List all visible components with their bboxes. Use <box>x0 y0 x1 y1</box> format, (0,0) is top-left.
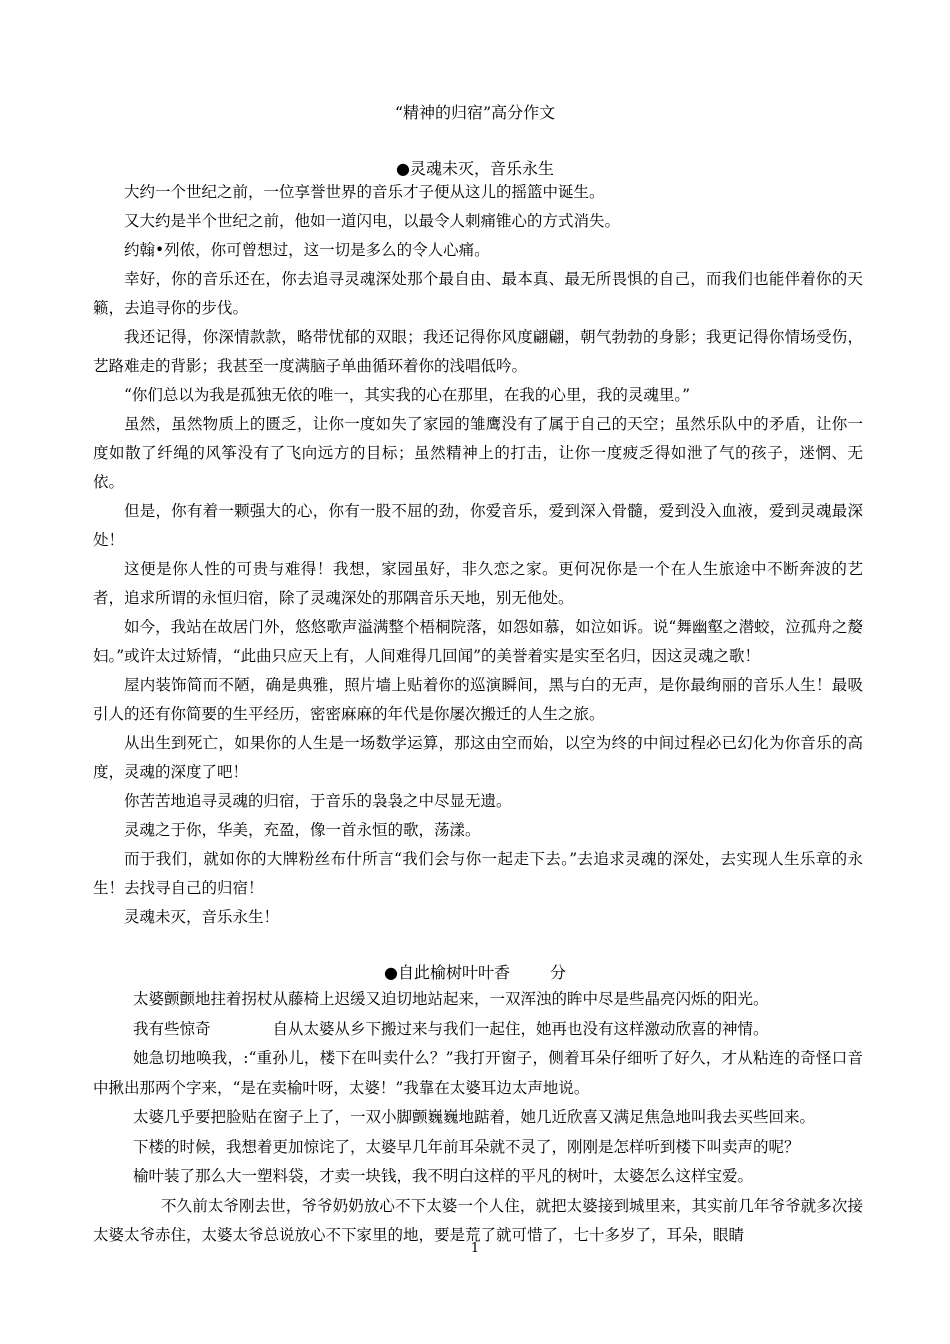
section-1-body <box>93 178 863 932</box>
paragraph: 又大约是半个世纪之前，他如一道闪电，以最令人刺痛锥心的方式消失。 <box>124 212 621 230</box>
paragraph: 太婆几乎要把脸贴在窗子上了，一双小脚颤巍巍地踮着，她几近欣喜又满足焦急地叫我去买些回来。 <box>133 1108 816 1126</box>
paragraph-part: 我有些惊奇 <box>133 1019 211 1038</box>
paragraph: 从出生到死亡，如果你的人生是一场数学运算，那这由空而始，以空为终的中间过程必已幻化为你音乐的高度，灵魂的深度了吧！ <box>93 734 863 781</box>
paragraph: 灵魂未灭，音乐永生！ <box>124 908 280 926</box>
paragraph: 大约一个世纪之前，一位享誉世界的音乐才子便从这儿的摇篮中诞生。 <box>124 183 605 201</box>
paragraph: 但是，你有着一颗强大的心，你有一股不屈的劲，你爱音乐，爱到深入骨髓，爱到没入血液，爱到灵魂最深处！ <box>93 502 863 549</box>
section-heading-1: ●灵魂未灭，音乐永生 <box>396 159 554 178</box>
paragraph: 你苦苦地追寻灵魂的归宿，于音乐的袅袅之中尽显无遗。 <box>124 792 512 810</box>
paragraph: 不久前太爷刚去世，爷爷奶奶放心不下太婆一个人住，就把太婆接到城里来，其实前几年爷爷就多次接太婆太爷赤住，太婆太爷总说放心不下家里的地，要是荒了就可惜了，七十多岁了，耳朵，眼睛 <box>93 1196 863 1244</box>
paragraph: 我还记得，你深情款款，略带忧郁的双眼；我还记得你风度翩翩，朝气勃勃的身影；我更记得你情场受伤，艺路难走的背影；我甚至一度满脑子单曲循环着你的浅唱低吟。 <box>93 328 863 375</box>
paragraph-part: 自从太婆从乡下搬过来与我们一起住，她再也没有这样激动欣喜的神情。 <box>272 1019 769 1038</box>
document-title: “精神的归宿”高分作文 <box>394 103 556 122</box>
paragraph: 约翰•列侬，你可曾想过，这一切是多么的令人心痛。 <box>124 241 490 259</box>
paragraph <box>93 1015 863 1045</box>
paragraph: 太婆颤颤地拄着拐杖从藤椅上迟缓又迫切地站起来，一双浑浊的眸中尽是些晶亮闪烁的阳光。 <box>133 990 769 1008</box>
paragraph: “你们总以为我是孤独无依的唯一，其实我的心在那里，在我的心里，我的灵魂里。” <box>124 386 691 404</box>
paragraph: 虽然，虽然物质上的匮乏，让你一度如失了家园的雏鹰没有了属于自己的天空；虽然乐队中的矛盾，让你一度如散了纤绳的风筝没有了飞向远方的目标；虽然精神上的打击，让你一度疲乏得如泄了气的孩子，迷惘、无依。 <box>93 415 863 491</box>
paragraph: 幸好，你的音乐还在，你去追寻灵魂深处那个最自由、最本真、最无所畏惧的自己，而我们也能伴着你的天籁，去追寻你的步伐。 <box>93 270 863 317</box>
section-heading-2-suffix: 分 <box>549 963 566 982</box>
paragraph: 而于我们，就如你的大牌粉丝布什所言“我们会与你一起走下去。”去追求灵魂的深处，去实现人生乐章的永生！去找寻自己的归宿！ <box>93 850 863 897</box>
paragraph: 这便是你人性的可贵与难得！我想，家园虽好，非久恋之家。更何况你是一个在人生旅途中不断奔波的艺者，追求所谓的永恒归宿，除了灵魂深处的那隅音乐天地，别无他处。 <box>93 560 863 607</box>
paragraph: 灵魂之于你，华美，充盈，像一首永恒的歌，荡漾。 <box>124 821 481 839</box>
page-number: 1 <box>470 1241 480 1256</box>
paragraph: 如今，我站在故居门外，悠悠歌声溢满整个梧桐院落，如怨如慕，如泣如诉。说“舞幽壑之潜蛟，泣孤舟之嫠妇。”或许太过矫情，“此曲只应天上有，人间难得几回闻”的美誉着实是实至名归，因这灵魂之歌！ <box>93 618 863 665</box>
paragraph: 下楼的时候，我想着更加惊诧了，太婆早几年前耳朵就不灵了，刚刚是怎样听到楼下叫卖声的呢？ <box>133 1137 800 1156</box>
paragraph: 她急切地唤我，:“重孙儿，楼下在叫卖什么？”我打开窗子，侧着耳朵仔细听了好久，才从粘连的奇怪口音中揪出那两个字来，“是在卖榆叶呀，太婆！”我靠在太婆耳边太声地说。 <box>93 1049 863 1097</box>
section-2-body <box>93 985 863 1251</box>
paragraph: 屋内装饰简而不陋，确是典雅，照片墙上贴着你的巡演瞬间，黑与白的无声，是你最绚丽的音乐人生！最吸引人的还有你简要的生平经历，密密麻麻的年代是你屡次搬迁的人生之旅。 <box>93 676 863 723</box>
section-heading-2 <box>0 960 950 983</box>
section-heading-2-text: ●自此榆树叶叶香 <box>384 963 510 982</box>
paragraph: 榆叶装了那么大一塑料袋，才卖一块钱，我不明白这样的平凡的树叶，太婆怎么这样宝爱。 <box>133 1167 754 1185</box>
